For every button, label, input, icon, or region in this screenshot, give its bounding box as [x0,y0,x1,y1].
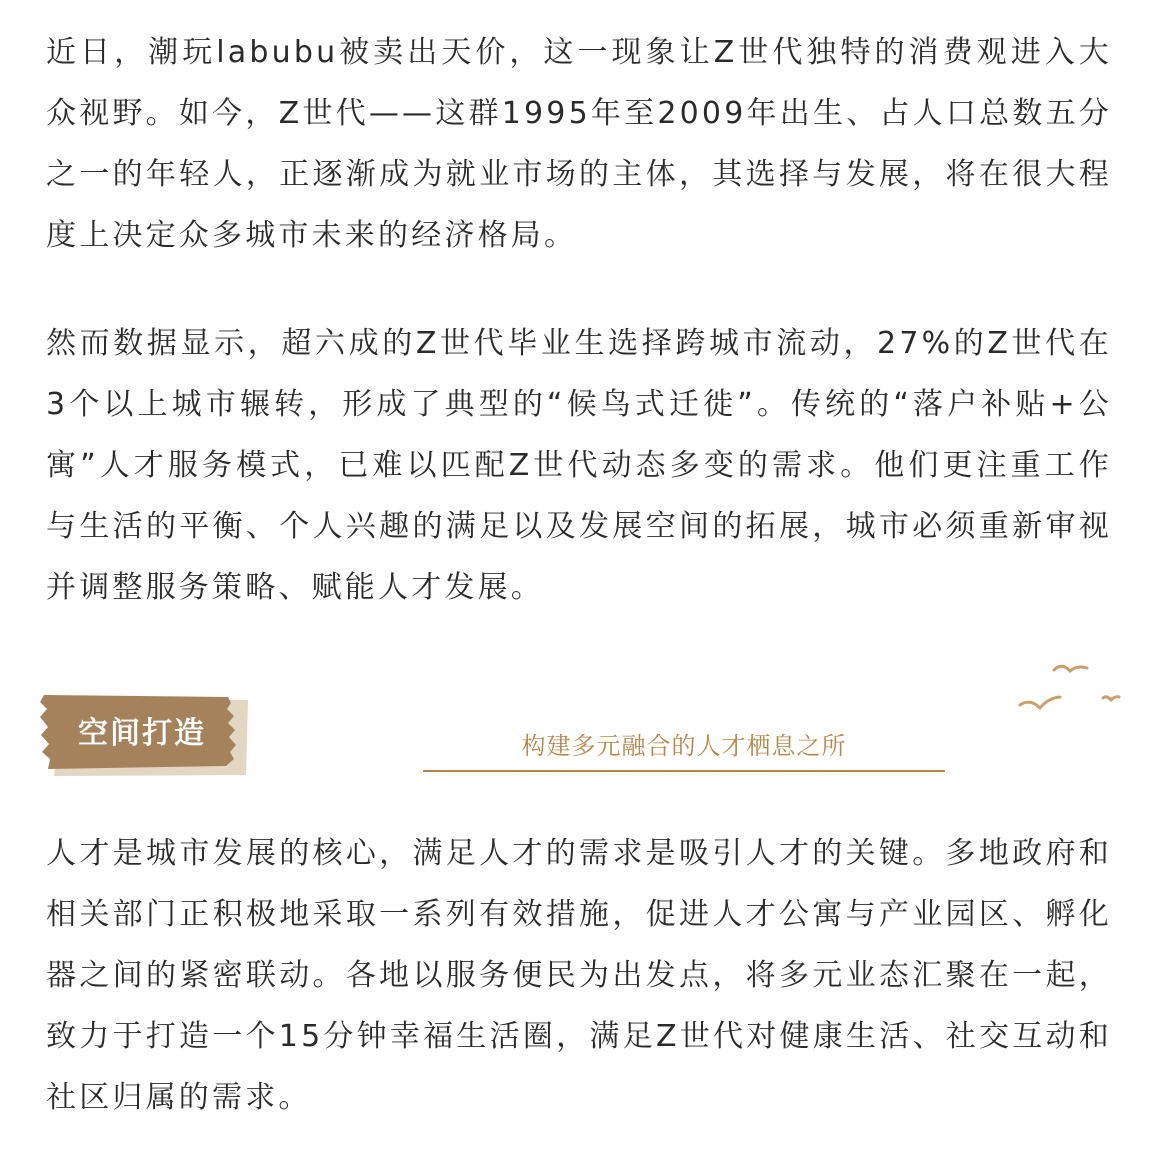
section-header [0,650,1156,780]
flying-birds-icon [1010,658,1126,718]
intro-paragraph: 近日，潮玩labubu被卖出天价，这一现象让Z世代独特的消费观进入大众视野。如今，Z世代——这群1995年至2009年出生、占人口总数五分之一的年轻人，正逐渐成为就业市场的主体，其选择与发展，将在很大程度上决定众多城市未来的经济格局。 [46,35,1112,253]
section-tag [38,695,250,777]
section-subtitle: 构建多元融合的人才栖息之所 [521,732,847,760]
talent-paragraph: 人才是城市发展的核心，满足人才的需求是吸引人才的关键。多地政府和相关部门正积极地采取一系列有效措施，促进人才公寓与产业园区、孵化器之间的紧密联动。各地以服务便民为出发点，将多元业态汇聚在一起，致力于打造一个15分钟幸福生活圈，满足Z世代对健康生活、社交互动和社区归属的需求。 [46,836,1112,1115]
section-tag-label: 空间打造 [78,716,206,751]
subtitle-underline [423,770,945,772]
data-paragraph: 然而数据显示，超六成的Z世代毕业生选择跨城市流动，27%的Z世代在3个以上城市辗转，形成了典型的“候鸟式迁徙”。传统的“落户补贴+公寓”人才服务模式，已难以匹配Z世代动态多变的需求。他们更注重工作与生活的平衡、个人兴趣的满足以及发展空间的拓展，城市必须重新审视并调整服务策略、赋能人才发展。 [46,326,1112,605]
